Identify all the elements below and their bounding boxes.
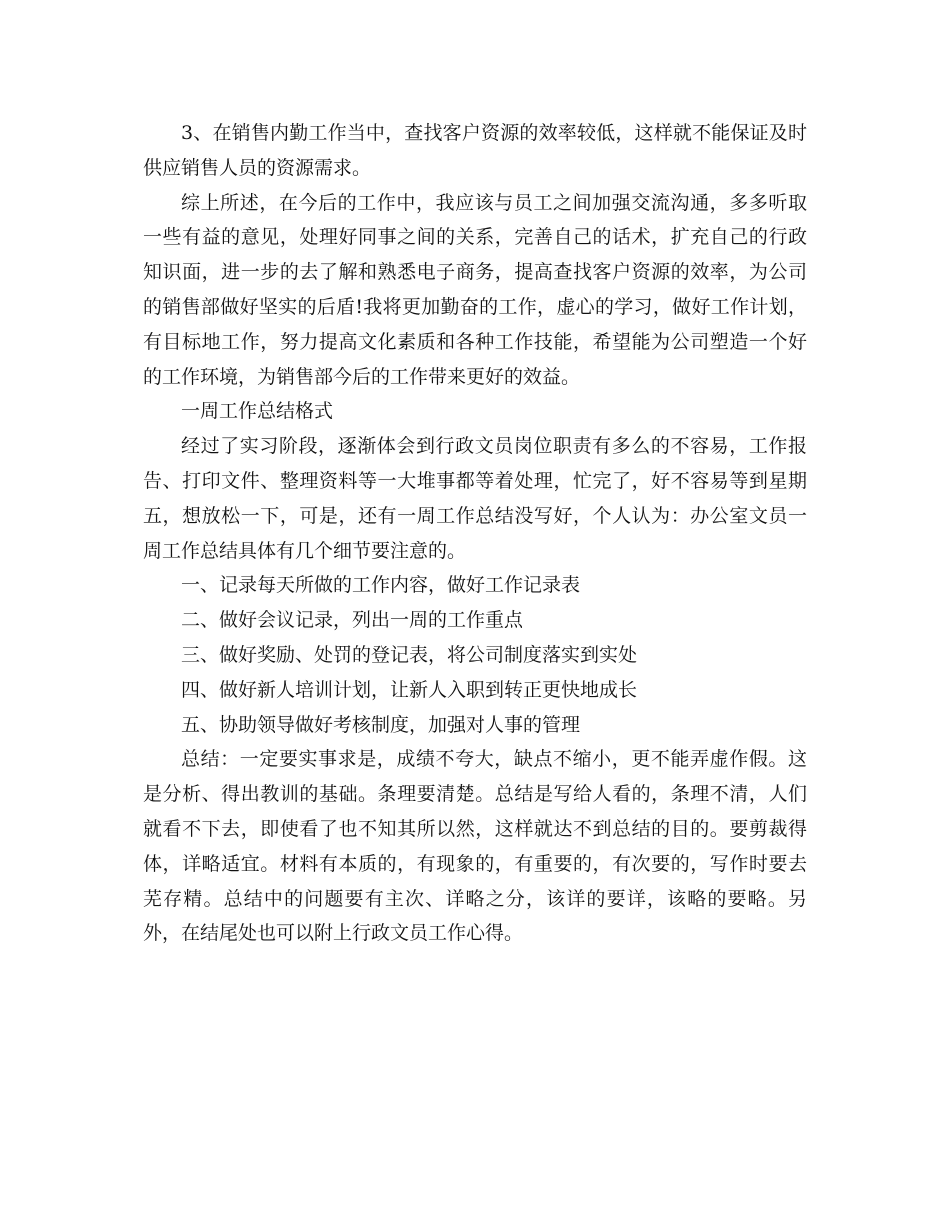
list-item-3: 三、做好奖励、处罚的登记表，将公司制度落实到实处 — [181, 643, 638, 666]
list-item-2: 二、做好会议记录，列出一周的工作重点 — [181, 609, 524, 632]
paragraph-intro: 经过了实习阶段，逐渐体会到行政文员岗位职责有多么的不容易，工作报告、打印文件、整理资料等一大堆事都等着处理，忙完了，好不容易等到星期五，想放松一下，可是，还有一周工作总结没写好，个人认为：办公室文员一周工作总结具体有几个细节要注意的。 — [143, 435, 807, 562]
list-item-4: 四、做好新人培训计划，让新人入职到转正更快地成长 — [181, 678, 638, 701]
document-body — [143, 116, 807, 951]
list-item-1: 一、记录每天所做的工作内容，做好工作记录表 — [181, 574, 581, 597]
paragraph-summary: 总结：一定要实事求是，成绩不夸大，缺点不缩小，更不能弄虚作假。这是分析、得出教训的基础。条理要清楚。总结是写给人看的，条理不清，人们就看不下去，即使看了也不知其所以然，这样就达不到总结的目的。要剪裁得体，详略适宜。材料有本质的，有现象的，有重要的，有次要的，写作时要去芜存精。总结中的问题要有主次、详略之分，该详的要详，该略的要略。另外，在结尾处也可以附上行政文员工作心得。 — [143, 748, 807, 945]
section-heading-weekly-summary-format: 一周工作总结格式 — [181, 400, 334, 423]
paragraph-issue-3: 3、在销售内勤工作当中，查找客户资源的效率较低，这样就不能保证及时供应销售人员的资源需求。 — [143, 122, 807, 179]
paragraph-conclusion: 综上所述，在今后的工作中，我应该与员工之间加强交流沟通，多多听取一些有益的意见，处理好同事之间的关系，完善自己的话术，扩充自己的行政知识面，进一步的去了解和熟悉电子商务，提高查找客户资源的效率，为公司的销售部做好坚实的后盾!我将更加勤奋的工作，虚心的学习，做好工作计划，有目标地工作，努力提高文化素质和各种工作技能，希望能为公司塑造一个好的工作环境，为销售部今后的工作带来更好的效益。 — [143, 191, 807, 388]
list-item-5: 五、协助领导做好考核制度，加强对人事的管理 — [181, 713, 581, 736]
